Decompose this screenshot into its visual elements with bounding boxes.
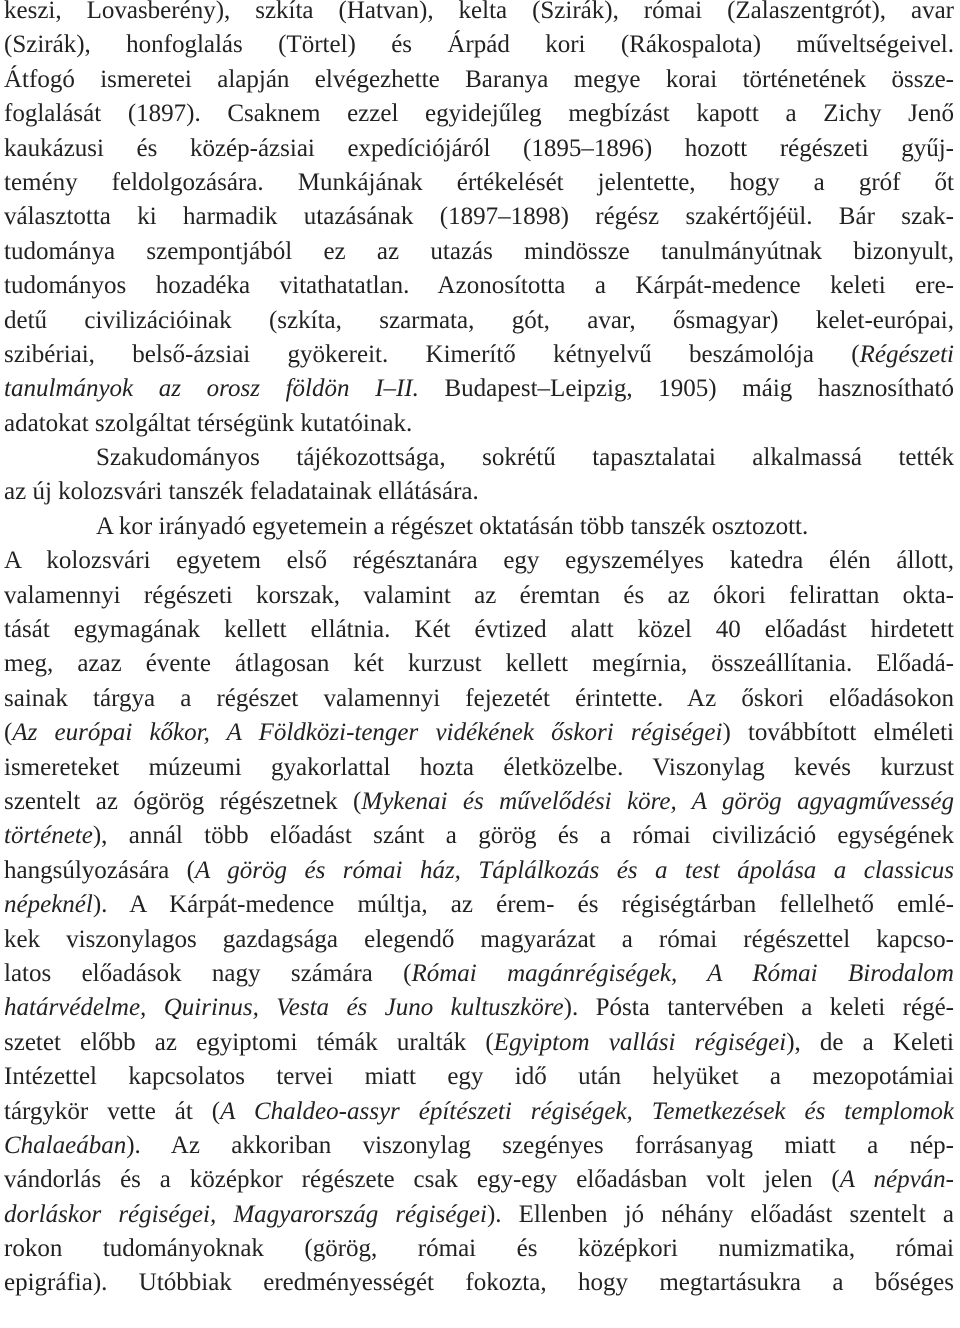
text-line: [4, 1129, 954, 1163]
text-line: [4, 441, 954, 475]
text-line: [4, 1060, 954, 1094]
italic-text-run: Az európai kőkor, A Földközi-tenger vidékének őskori régiségei: [12, 719, 723, 747]
text-run: sainak tárgya a régészet valamennyi fejezetét érintette. Az őskori előadásokon: [4, 684, 954, 712]
text-run: latos előadások nagy számára (: [4, 959, 412, 987]
text-run: ismereteket múzeumi gyakorlattal hozta életközelbe. Viszonylag kevés kurzust: [4, 753, 954, 781]
text-run: szentelt az ógörög régészetnek (: [4, 787, 362, 815]
text-line: [4, 1232, 954, 1266]
text-run: meg, azaz évente átlagosan két kurzust kellett megírnia, összeállítania. Előadá-: [4, 650, 954, 678]
text-run: kaukázusi és közép-ázsiai expedíciójáról (1895–1896) hozott régészeti gyűj-: [4, 134, 954, 162]
document-page: [4, 0, 954, 1301]
text-run: az új kolozsvári tanszék feladatainak ellátására.: [4, 478, 479, 506]
text-run: ). A Kárpát-medence múltja, az érem- és régiségtárban fellelhető emlé-: [92, 891, 954, 919]
italic-text-run: története: [4, 822, 93, 850]
paragraph-2: [4, 441, 954, 510]
text-line: [4, 785, 954, 819]
text-line: [4, 613, 954, 647]
text-run: A kolozsvári egyetem első régésztanára egy egyszemélyes katedra élén állott,: [4, 547, 954, 575]
text-line: [4, 304, 954, 338]
text-line: [4, 957, 954, 991]
text-run: ). Az akkoriban viszonylag szegényes forrásanyag miatt a nép-: [126, 1131, 954, 1159]
text-run: (: [4, 719, 13, 747]
italic-text-run: Régészeti: [859, 340, 954, 368]
text-run: Szakudományos tájékozottsága, sokrétű tapasztalatai alkalmassá tették: [96, 444, 954, 472]
text-run: A kor irányadó egyetemein a régészet oktatásán több tanszék osztozott.: [96, 512, 809, 540]
text-line: [4, 751, 954, 785]
paragraph-4: [4, 544, 954, 1301]
italic-text-run: Chalaeában: [4, 1131, 127, 1159]
text-run: ). Ellenben jó néhány előadást szentelt a: [486, 1200, 954, 1228]
text-line: [4, 166, 954, 200]
text-run: tudományos hozadéka vitathatatlan. Azonosította a Kárpát-medence keleti ere-: [4, 272, 954, 300]
text-line: [4, 1266, 954, 1300]
text-run: temény feldolgozására. Munkájának értékelését jelentette, hogy a gróf őt: [4, 168, 954, 196]
text-line: [4, 97, 954, 131]
text-run: ) továbbított elméleti: [722, 719, 954, 747]
text-line: [4, 682, 954, 716]
text-line: [4, 475, 954, 509]
text-run: Budapest–Leipzig, 1905) máig hasznosítható: [418, 375, 954, 403]
text-line: [4, 0, 954, 28]
text-run: epigráfia). Utóbbiak eredményességét fokozta, hogy megtartásukra a bőséges: [4, 1269, 954, 1297]
text-line: [4, 372, 954, 406]
text-run: Átfogó ismeretei alapján elvégezhette Baranya megye korai történetének össze-: [4, 65, 954, 93]
text-line: [4, 1163, 954, 1197]
text-run: ), annál több előadást szánt a görög és a római civilizáció egységének: [92, 822, 954, 850]
italic-text-run: Római magánrégiségek, A Római Birodalom: [411, 959, 954, 987]
text-run: vándorlás és a középkor régészete csak egy-egy előadásban volt jelen (: [4, 1166, 840, 1194]
text-line: [4, 510, 954, 544]
text-run: valamennyi régészeti korszak, valamint az éremtan és az ókori felirattan okta-: [4, 581, 954, 609]
italic-text-run: tanulmányok az orosz földön I–II.: [4, 375, 419, 403]
text-line: [4, 1026, 954, 1060]
text-run: rokon tudományoknak (görög, római és középkori numizmatika, római: [4, 1235, 954, 1263]
text-run: ). Pósta tantervében a keleti régé-: [563, 994, 954, 1022]
text-line: [4, 28, 954, 62]
text-run: detű civilizációinak (szkíta, szarmata, gót, avar, ősmagyar) kelet-európai,: [4, 306, 954, 334]
text-line: [4, 579, 954, 613]
text-line: [4, 888, 954, 922]
italic-text-run: Mykenai és művelődési köre, A görög agyagművesség: [361, 787, 954, 815]
text-line: [4, 407, 954, 441]
text-line: [4, 819, 954, 853]
italic-text-run: népeknél: [4, 891, 93, 919]
italic-text-run: A népván-: [839, 1166, 954, 1194]
text-line: [4, 63, 954, 97]
text-line: [4, 647, 954, 681]
text-run: keszi, Lovasberény), szkíta (Hatvan), kelta (Szirák), római (Zalaszentgrót), avar: [4, 0, 954, 24]
text-run: szibériai, belső-ázsiai gyökereit. Kimerítő kétnyelvű beszámolója (: [4, 340, 860, 368]
text-run: (Szirák), honfoglalás (Törtel) és Árpád kori (Rákospalota) műveltségeivel.: [4, 31, 954, 59]
text-line: [4, 338, 954, 372]
text-run: szetet előbb az egyiptomi témák uralták (: [4, 1028, 494, 1056]
text-line: [4, 1095, 954, 1129]
italic-text-run: Egyiptom vallási régiségei: [493, 1028, 787, 1056]
paragraph-3: [4, 510, 954, 544]
text-line: [4, 1198, 954, 1232]
italic-text-run: A Chaldeo-assyr építészeti régiségek, Temetkezések és templomok: [220, 1097, 954, 1125]
italic-text-run: A görög és római ház, Táplálkozás és a test ápolása a classicus: [195, 856, 954, 884]
italic-text-run: határvédelme, Quirinus, Vesta és Juno kultuszköre: [4, 994, 564, 1022]
text-line: [4, 200, 954, 234]
text-run: Intézettel kapcsolatos tervei miatt egy idő után helyüket a mezopotámiai: [4, 1063, 954, 1091]
text-line: [4, 235, 954, 269]
text-line: [4, 854, 954, 888]
text-run: adatokat szolgáltat térségünk kutatóinak.: [4, 409, 413, 437]
text-line: [4, 991, 954, 1025]
text-run: tását egymagának kellett ellátnia. Két évtized alatt közel 40 előadást hirdetett: [4, 616, 954, 644]
text-run: tárgykör vette át (: [4, 1097, 221, 1125]
text-line: [4, 544, 954, 578]
text-run: foglalását (1897). Csaknem ezzel egyidejűleg megbízást kapott a Zichy Jenő: [4, 100, 954, 128]
text-run: kek viszonylagos gazdagsága elegendő magyarázat a római régészettel kapcso-: [4, 925, 954, 953]
italic-text-run: dorláskor régiségei, Magyarország régiségei: [4, 1200, 487, 1228]
text-run: választotta ki harmadik utazásának (1897–1898) régész szakértőjéül. Bár szak-: [4, 203, 954, 231]
paragraph-1: [4, 0, 954, 441]
text-line: [4, 269, 954, 303]
text-line: [4, 132, 954, 166]
text-run: tudománya szempontjából ez az utazás mindössze tanulmányútnak bizonyult,: [4, 237, 954, 265]
text-run: ), de a Keleti: [786, 1028, 954, 1056]
text-line: [4, 716, 954, 750]
text-line: [4, 923, 954, 957]
text-run: hangsúlyozására (: [4, 856, 195, 884]
